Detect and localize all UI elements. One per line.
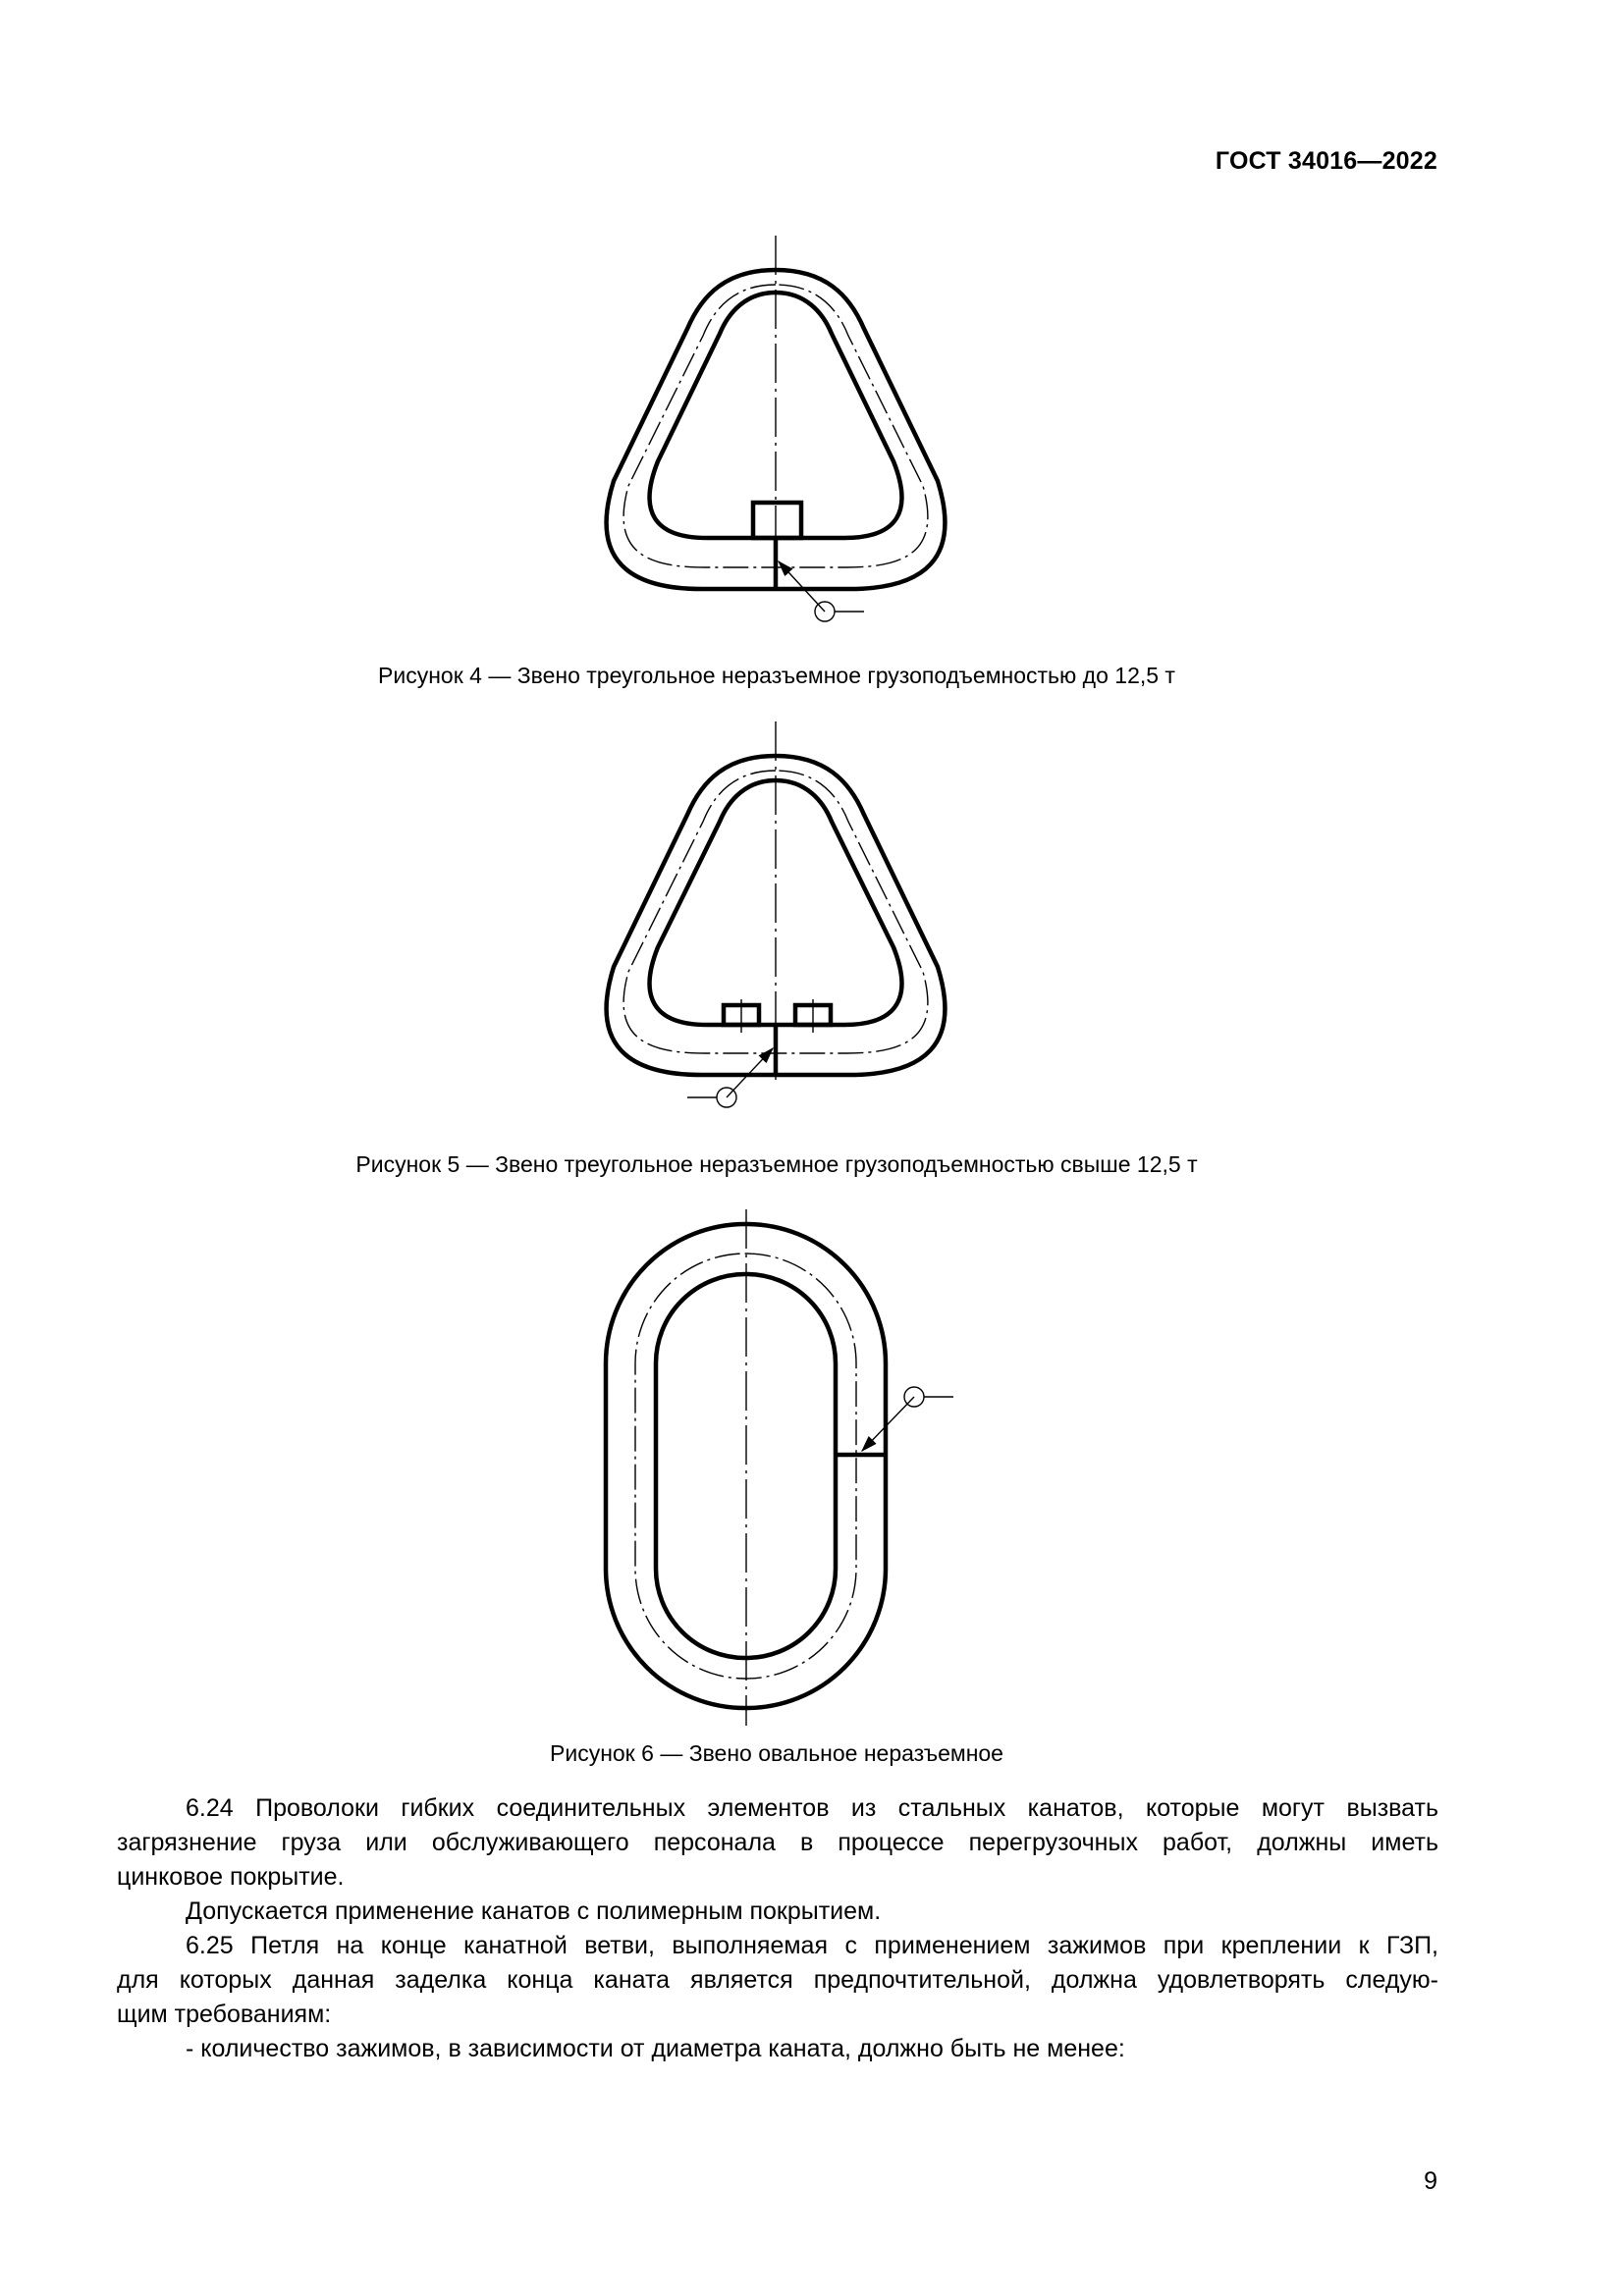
paragraph-6-25-line-1: 6.25 Петля на конце канатной ветви, выполняемая с применением зажимов при креплении к ГЗП, bbox=[186, 1932, 1438, 1959]
paragraph-6-24-line-3: цинковое покрытие. bbox=[117, 1863, 345, 1891]
paragraph-6-25-line-2: для которых данная заделка конца каната является предпочтительной, должна удовлетворять следую- bbox=[117, 1966, 1438, 1994]
body-text bbox=[117, 1791, 1438, 2066]
standard-header: ГОСТ 34016—2022 bbox=[1215, 147, 1437, 175]
paragraph-6-24-line-1: 6.24 Проволоки гибких соединительных элементов из стальных канатов, которые могут вызвать bbox=[186, 1794, 1438, 1822]
figure-5-drawing bbox=[0, 717, 1624, 1129]
paragraph-polymer-coating: Допускается применение канатов с полимерным покрытием. bbox=[186, 1897, 882, 1925]
page-number: 9 bbox=[1424, 2167, 1437, 2195]
paragraph-6-24-line-2: загрязнение груза или обслуживающего персонала в процессе перегрузочных работ, должны иметь bbox=[117, 1829, 1438, 1856]
figure-6-caption: Рисунок 6 — Звено овальное неразъемное bbox=[550, 1740, 1003, 1766]
figure-6-drawing bbox=[0, 1202, 1624, 1733]
figure-4-caption: Рисунок 4 — Звено треугольное неразъемное грузоподъемностью до 12,5 т bbox=[378, 663, 1175, 688]
figure-5-caption: Рисунок 5 — Звено треугольное неразъемное грузоподъемностью свыше 12,5 т bbox=[355, 1151, 1198, 1177]
clamp bbox=[753, 503, 801, 538]
paragraph-6-25-line-3: щим требованиям: bbox=[117, 2001, 332, 2028]
list-item-clamps: - количество зажимов, в зависимости от диаметра каната, должно быть не менее: bbox=[186, 2035, 1125, 2062]
figure-4-drawing bbox=[0, 226, 1624, 638]
